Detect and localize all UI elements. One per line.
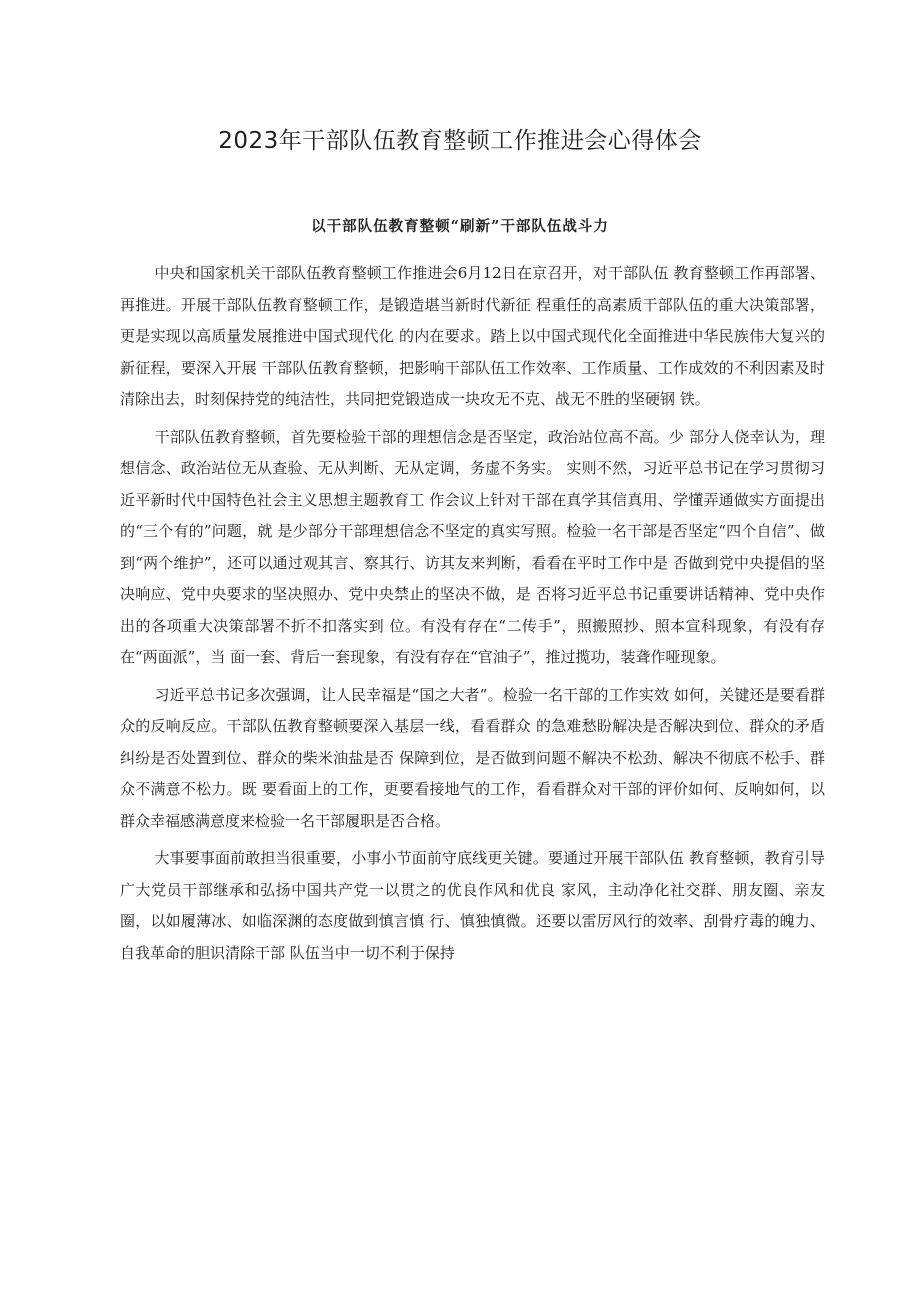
paragraph-4: 大事要事面前敢担当很重要，小事小节面前守底线更关键。要通过开展干部队伍 教育整顿，教育引导广大党员干部继承和弘扬中国共产党一以贯之的优良作风和优良 家风，主动净化社交群、朋友圈、亲友圈，以如履薄冰、如临深渊的态度做到慎言慎 行、慎独慎微。还要以雷厉风行的效率、刮骨疗毒的魄力、自我革命的胆识清除干部 队伍当中一切不利于保持 <box>120 849 825 962</box>
paragraph-3: 习近平总书记多次强调，让人民幸福是“国之大者”。检验一名干部的工作实效 如何，关键还是要看群众的反响反应。干部队伍教育整顿要深入基层一线，看看群众 的急难愁盼解决是否解决到位、群众的矛盾纠纷是否处置到位、群众的柴米油盐是否 保障到位，是否做到问题不解决不松劲、解决不彻底不松手、群众不满意不松力。既 要看面上的工作，更要看接地气的工作，看看群众对干部的评价如何、反响如何，以 群众幸福感满意度来检验一名干部履职是否合格。 <box>120 685 825 830</box>
paragraph-1: 中央和国家机关干部队伍教育整顿工作推进会6月12日在京召开，对干部队伍 教育整顿工作再部署、再推进。开展干部队伍教育整顿工作，是锻造堪当新时代新征 程重任的高素质干部队伍的重大决策部署，更是实现以高质量发展推进中国式现代化 的内在要求。踏上以中国式现代化全面推进中华民族伟大复兴的新征程，要深入开展 干部队伍教育整顿，把影响干部队伍工作效率、工作质量、工作成效的不利因素及时 清除出去，时刻保持党的纯洁性，共同把党锻造成一块攻无不克、战无不胜的坚硬钢 铁。 <box>120 264 825 408</box>
document-body <box>120 258 825 975</box>
document-title: 2023年干部队伍教育整顿工作推进会心得体会 <box>218 128 702 154</box>
document-subtitle: 以干部队伍教育整顿“刷新”干部队伍战斗力 <box>311 218 609 235</box>
paragraph-2: 干部队伍教育整顿，首先要检验干部的理想信念是否坚定，政治站位高不高。少 部分人侥幸认为，理想信念、政治站位无从查验、无从判断、无从定调，务虚不务实。 实则不然，习近平总书记在学习贯彻习近平新时代中国特色社会主义思想主题教育工 作会议上针对干部在真学其信真用、学懂弄通做实方面提出的“三个有的”问题，就 是少部分干部理想信念不坚定的真实写照。检验一名干部是否坚定“四个自信”、做 到“两个维护”，还可以通过观其言、察其行、访其友来判断，看看在平时工作中是 否做到党中央提倡的坚决响应、党中央要求的坚决照办、党中央禁止的坚决不做，是 否将习近平总书记重要讲话精神、党中央作出的各项重大决策部署不折不扣落实到 位。有没有存在“二传手”，照搬照抄、照本宣科现象，有没有存在“两面派”，当 面一套、背后一套现象，有没有存在“官油子”，推过揽功，装聋作哑现象。 <box>120 427 825 666</box>
